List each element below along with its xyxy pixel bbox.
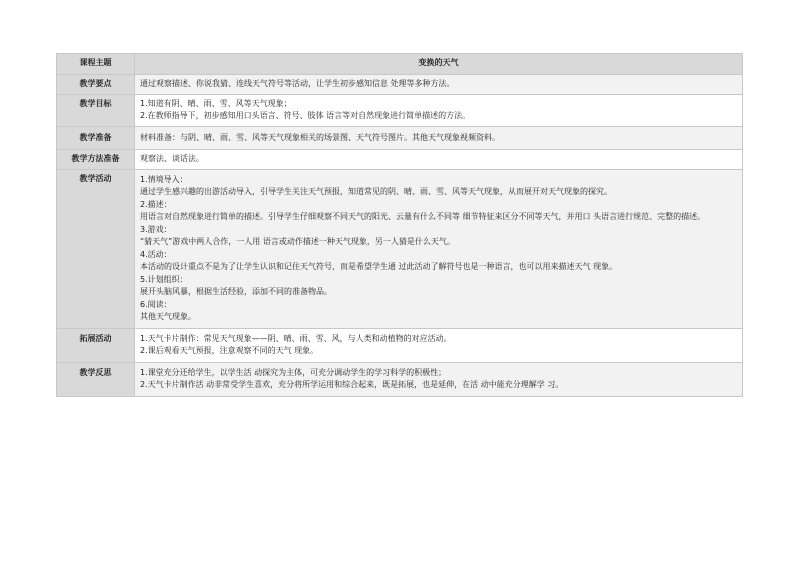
row-content [135,328,743,362]
content-line: 观察法、谈话法。 [140,154,204,163]
row-content [135,169,743,328]
content-line: 6.阅读： [140,299,172,309]
content-line: 1.课堂充分还给学生，以学生活 动探究为主体，可充分调动学生的学习科学的积极性； [140,367,447,377]
row-label: 教学反思 [57,362,135,396]
content-line: 5.计划组织： [140,274,188,284]
content-line: 材料准备：与阴、晴、雨、雪、风等天气现象相关的场景图、天气符号图片。其他天气现象视频资料。 [140,132,500,142]
table-row [57,150,743,170]
table-row [57,94,743,126]
content-line: 4.活动： [140,249,172,259]
row-content [135,94,743,126]
content-line: 2.在教师指导下，初步感知用口头语言、符号、肢体 语言等对自然现象进行简单描述的方法。 [140,111,471,120]
row-content [135,126,743,150]
header-topic-label: 课程主题 [57,54,135,75]
lesson-plan-table [56,53,743,397]
row-label: 教学准备 [57,126,135,150]
content-line: 通过观察描述、你说我猜、连线天气符号等活动，让学生初步感知信息 处理等多种方法。 [140,79,455,88]
content-line: 1.知道有阴、晴、雨、雪、风等天气现象； [140,98,292,108]
row-label: 教学要点 [57,75,135,95]
row-label: 教学方法准备 [57,150,135,170]
row-content [135,75,743,95]
content-line: 本活动的设计重点不是为了让学生认识和记住天气符号，而是希望学生通 过此活动了解符号也是一种语言，也可以用来描述天气 现象。 [140,262,618,271]
table-row [57,75,743,95]
content-line: 展开头脑风暴，根据生活经验，添加不同的准备物品。 [140,287,332,296]
row-content [135,150,743,170]
table-row [57,328,743,362]
table-header-row [57,54,743,75]
content-line: 3.游戏： [140,224,172,234]
table-row [57,126,743,150]
header-topic-title: 变换的天气 [135,54,743,75]
row-label: 教学活动 [57,169,135,328]
row-label: 拓展活动 [57,328,135,362]
content-line: 1.天气卡片制作：常见天气现象——阴、晴、雨、雪、风，与人类和动植物的对应活动。 [140,333,452,343]
table-row [57,169,743,328]
content-line: 用语言对自然现象进行简单的描述。引导学生仔细观察不同天气的阳光、云量有什么不同等 细节特征来区分不同等天气，并用口 头语言进行规范、完整的描述。 [140,212,706,221]
content-line: 1.情境导入： [140,174,188,184]
content-line: 其他天气现象。 [140,312,196,321]
row-content [135,362,743,396]
row-label: 教学目标 [57,94,135,126]
content-line: 2.课后观看天气预报，注意观察不同的天气 现象。 [140,346,319,355]
content-line: “猜天气”游戏中两人合作，一人用 语言或动作描述一种天气现象，另一人猜是什么天气。 [140,237,455,246]
table-row [57,362,743,396]
content-line: 通过学生感兴趣的出游活动导入，引导学生关注天气预报，知道常见的阴、晴、雨、雪、风等天气现象，从而展开对天气现象的探究。 [140,187,612,196]
content-line: 2.天气卡片制作活 动非常受学生喜欢，充分将所学运用和综合起来，既是拓展，也是延伸，在活 动中能充分理解学 习。 [140,380,564,389]
content-line: 2.描述： [140,199,172,209]
